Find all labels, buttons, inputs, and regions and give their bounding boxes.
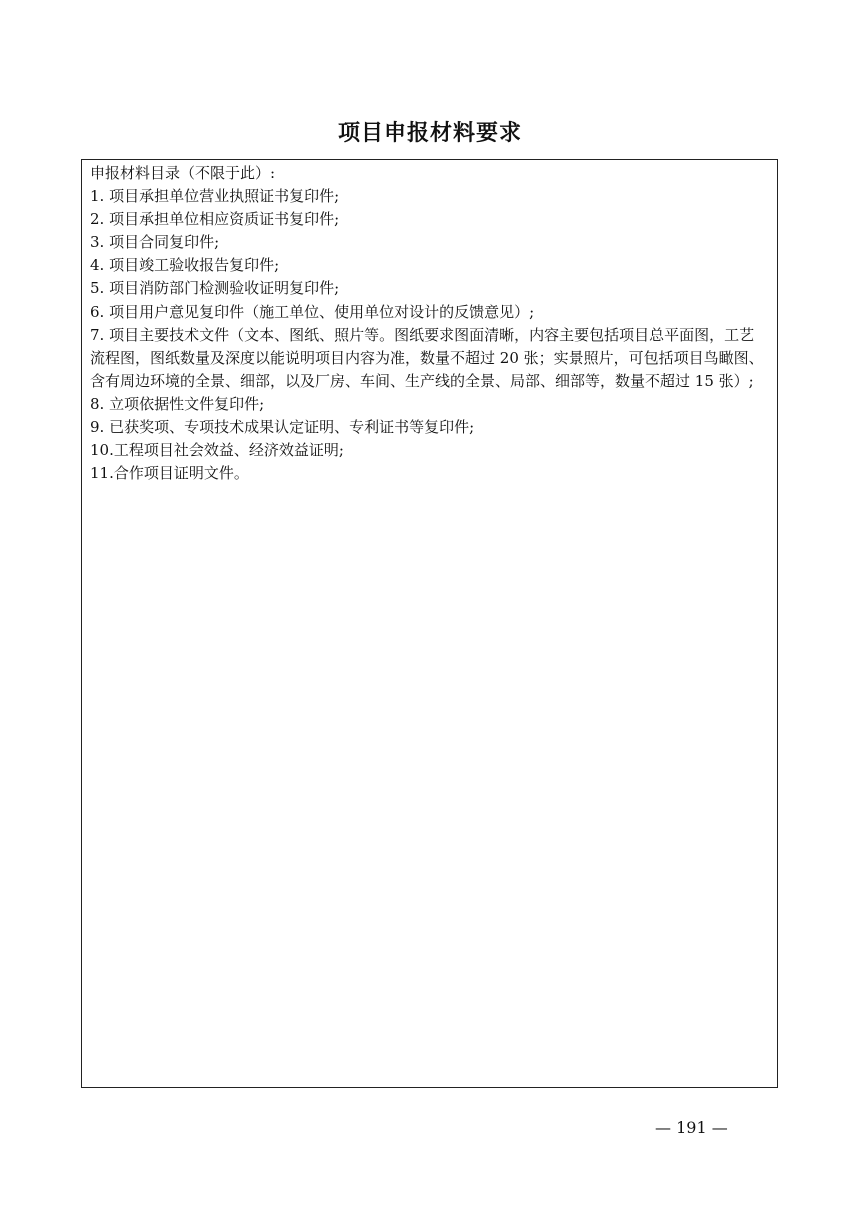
list-item: 11.合作项目证明文件。 [90, 464, 249, 483]
list-item: 2. 项目承担单位相应资质证书复印件; [90, 210, 340, 229]
page-number: — 191 — [655, 1118, 728, 1137]
list-item: 4. 项目竣工验收报告复印件; [90, 256, 280, 275]
list-intro: 申报材料目录（不限于此）: [90, 164, 276, 182]
list-item: 1. 项目承担单位营业执照证书复印件; [90, 187, 340, 206]
list-item: 5. 项目消防部门检测验收证明复印件; [90, 279, 340, 298]
list-item: 10.工程项目社会效益、经济效益证明; [90, 441, 344, 460]
list-item: 9. 已获奖项、专项技术成果认定证明、专利证书等复印件; [90, 418, 475, 437]
list-item: 6. 项目用户意见复印件（施工单位、使用单位对设计的反馈意见）; [90, 302, 535, 321]
materials-list [90, 185, 769, 485]
page-title: 项目申报材料要求 [337, 121, 522, 146]
list-item: 3. 项目合同复印件; [90, 233, 220, 252]
list-item: 7. 项目主要技术文件（文本、图纸、照片等。图纸要求图面清晰，内容主要包括项目总平面图，工艺流程图，图纸数量及深度以能说明项目内容为准，数量不超过 20 张；实景照片，可包括项目鸟瞰图、含有周边环境的全景、细部，以及厂房、车间、生产线的全景、局部、细部等，数量不超过 15 张）; [90, 325, 764, 390]
materials-list-box [81, 159, 778, 1088]
list-item: 8. 立项依据性文件复印件; [90, 394, 265, 413]
